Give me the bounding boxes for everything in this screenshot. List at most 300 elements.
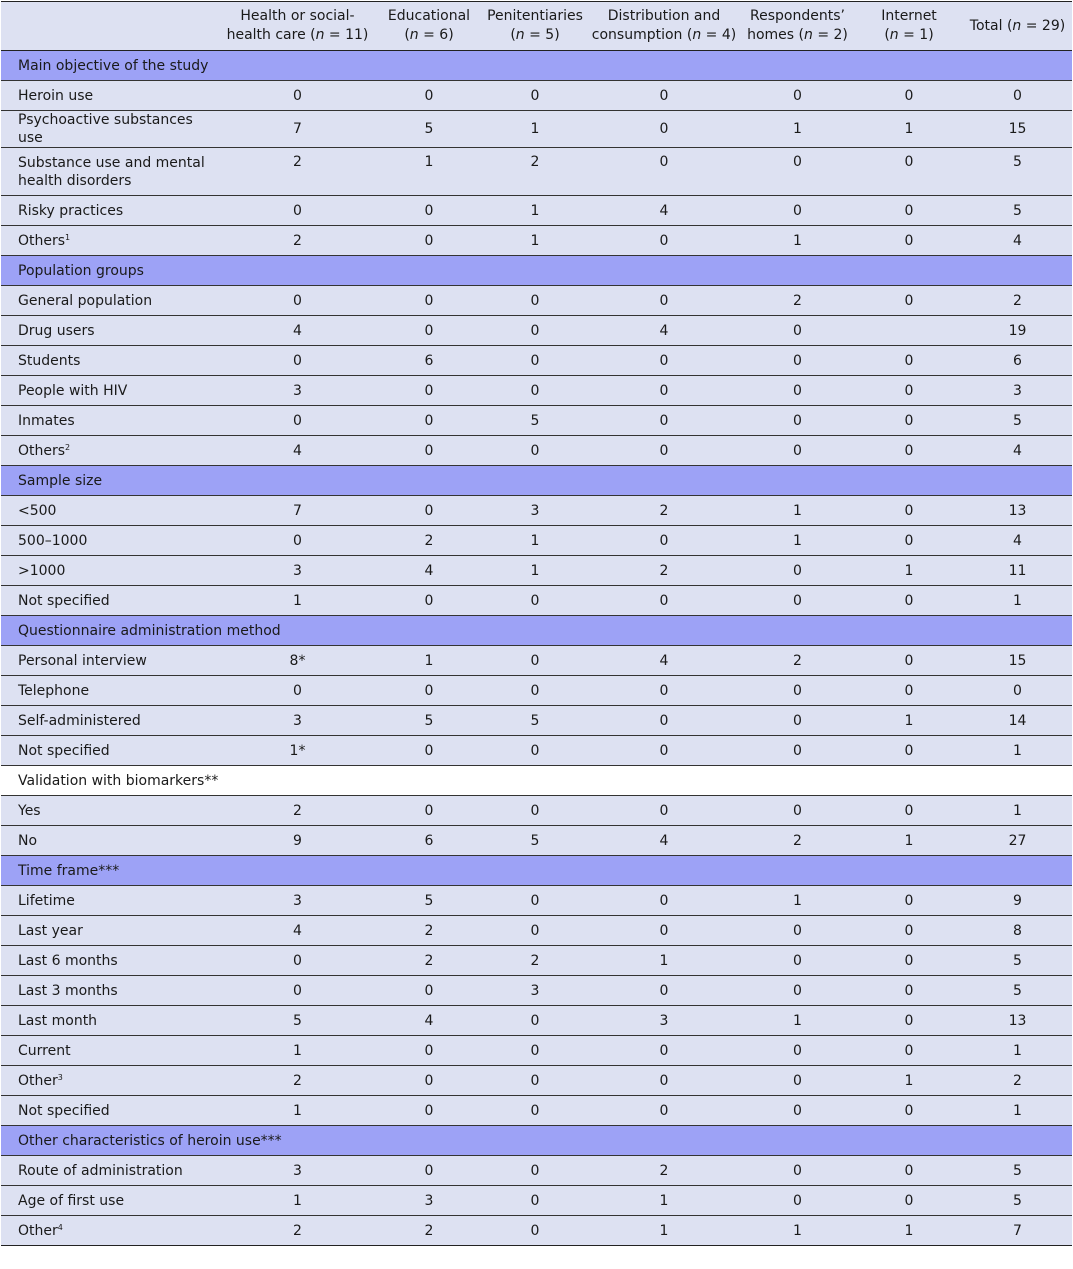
cell-health-care: 0 [293,292,302,309]
header-n: n [889,27,899,43]
cell-health-care: 1 [293,1192,302,1209]
row-label-text: Last 6 months [18,952,118,969]
row-label [1,346,219,376]
cell-health-care: 2 [293,802,302,819]
cell-health-care: 4 [293,922,302,939]
cell-respondents-homes: 1 [793,1222,802,1239]
cell-internet: 0 [904,382,914,399]
cell-educational: 6 [424,352,434,369]
cell-educational: 0 [424,802,434,819]
cell-health-care: 0 [293,532,302,549]
row-label-text: Current [18,1042,71,1059]
cell-total: 5 [1013,1162,1022,1179]
cell-distribution-consumption: 0 [659,1072,669,1089]
cell-educational: 0 [424,982,434,999]
cell-educational: 0 [424,1102,434,1119]
table-row [1,496,1072,526]
section-label: Sample size [18,472,103,489]
table-row [1,226,1072,256]
cell-distribution-consumption: 4 [659,832,669,849]
cell-health-care: 2 [293,1072,302,1089]
cell-internet: 1 [904,121,914,137]
cell-educational: 0 [424,382,434,399]
cell-respondents-homes: 0 [793,712,802,729]
row-label-text: People with HIV [18,382,128,399]
header-count: = 29) [1021,17,1066,34]
cell-internet: 0 [904,1192,914,1209]
cell-internet: 0 [904,742,914,759]
cell-total: 6 [1013,352,1022,369]
cell-health-care: 2 [293,154,302,170]
table-row [1,556,1072,586]
cell-internet: 1 [904,1072,914,1089]
row-label [1,376,219,406]
cell-penitentiaries: 0 [530,592,540,609]
table-row [1,586,1072,616]
row-label [1,148,219,196]
section-label: Population groups [18,262,144,279]
row-label [1,286,219,316]
cell-distribution-consumption: 0 [659,232,669,249]
row-label-text: Telephone [18,682,90,699]
row-label-text: Last month [18,1012,98,1029]
section-header-row [1,51,1072,81]
header-line: health care ( [226,27,316,43]
cell-health-care: 1 [293,1042,302,1059]
cell-total: 14 [1008,712,1027,729]
header-count: = 11) [324,27,369,43]
cell-distribution-consumption: 4 [659,202,669,219]
cell-distribution-consumption: 0 [659,154,669,170]
cell-total: 2 [1013,292,1022,309]
table-row [1,316,1072,346]
cell-total: 7 [1013,1222,1022,1239]
cell-distribution-consumption: 0 [659,1102,669,1119]
table-row [1,376,1072,406]
cell-health-care: 7 [293,502,302,519]
cell-penitentiaries: 0 [530,802,540,819]
cell-internet: 0 [904,652,914,669]
cell-distribution-consumption: 1 [659,1222,669,1239]
row-label [1,826,219,856]
cell-health-care: 0 [293,202,302,219]
cell-health-care: 3 [293,712,302,729]
cell-penitentiaries: 1 [530,232,540,249]
row-label-text: No [18,832,38,849]
cell-health-care: 8* [289,652,306,669]
cell-internet: 0 [904,682,914,699]
cell-total: 1 [1013,802,1022,819]
table-row [1,976,1072,1006]
row-label-text: Students [18,352,81,369]
cell-penitentiaries: 0 [530,922,540,939]
row-label [1,111,219,148]
cell-educational: 0 [424,202,434,219]
cell-health-care: 7 [293,121,302,137]
table-row [1,826,1072,856]
cell-total: 9 [1013,892,1022,909]
row-label-text: Self-administered [18,712,141,729]
cell-educational: 2 [424,922,434,939]
cell-educational: 2 [424,1222,434,1239]
cell-educational: 3 [424,1192,434,1209]
section-header-row [1,256,1072,286]
cell-respondents-homes: 0 [793,592,802,609]
column-header-blank [1,2,219,51]
cell-distribution-consumption: 0 [659,442,669,459]
cell-health-care: 3 [293,1162,302,1179]
row-label-line: Substance use and mental [18,154,205,171]
row-label-text: <500 [18,502,57,519]
cell-distribution-consumption: 0 [659,382,669,399]
cell-educational: 0 [424,1162,434,1179]
footnote-marker: 2 [65,442,71,452]
footnote-marker: 4 [57,1222,63,1232]
cell-educational: 0 [424,442,434,459]
row-label [1,406,219,436]
cell-distribution-consumption: 0 [659,682,669,699]
cell-respondents-homes: 1 [793,1012,802,1029]
header-line: Health or social- [240,8,355,24]
cell-health-care: 0 [293,952,302,969]
cell-respondents-homes: 2 [793,292,802,309]
row-label [1,586,219,616]
row-label [1,706,219,736]
column-header-penitentiaries [482,2,588,51]
section-header-row [1,466,1072,496]
table-row [1,886,1072,916]
cell-respondents-homes: 0 [793,952,802,969]
cell-respondents-homes: 0 [793,352,802,369]
cell-respondents-homes: 0 [793,1042,802,1059]
section-header-row [1,1126,1072,1156]
cell-internet: 0 [904,202,914,219]
cell-respondents-homes: 1 [793,232,802,249]
cell-health-care: 0 [293,87,302,104]
row-label-text: General population [18,292,153,309]
row-label [1,526,219,556]
header-count: = 6) [418,27,454,43]
cell-respondents-homes: 0 [793,202,802,219]
table-row [1,1096,1072,1126]
cell-health-care: 2 [293,232,302,249]
row-label-text: Yes [18,802,41,819]
row-label [1,676,219,706]
cell-distribution-consumption: 0 [659,292,669,309]
cell-respondents-homes: 0 [793,682,802,699]
table-row [1,406,1072,436]
cell-internet: 0 [904,352,914,369]
cell-total: 5 [1013,154,1022,170]
cell-penitentiaries: 1 [530,121,540,137]
cell-penitentiaries: 0 [530,652,540,669]
table-row [1,1006,1072,1036]
table-row [1,148,1072,196]
cell-internet: 0 [904,412,914,429]
table-row [1,436,1072,466]
cell-respondents-homes: 0 [793,982,802,999]
cell-total: 0 [1013,87,1022,104]
cell-penitentiaries: 0 [530,442,540,459]
cell-health-care: 0 [293,412,302,429]
cell-penitentiaries: 0 [530,1102,540,1119]
cell-penitentiaries: 0 [530,682,540,699]
cell-health-care: 4 [293,442,302,459]
cell-respondents-homes: 0 [793,922,802,939]
cell-internet: 0 [904,1102,914,1119]
header-line: ( [884,27,890,43]
header-line: Educational [387,8,471,24]
cell-distribution-consumption: 3 [659,1012,669,1029]
cell-respondents-homes: 0 [793,1072,802,1089]
cell-internet: 1 [904,562,914,579]
cell-total: 4 [1013,232,1022,249]
cell-penitentiaries: 3 [530,982,540,999]
cell-educational: 0 [424,1042,434,1059]
cell-internet: 0 [904,922,914,939]
cell-distribution-consumption: 0 [659,1042,669,1059]
section-label: Time frame*** [18,862,120,879]
header-count: = 2) [812,27,848,43]
cell-distribution-consumption: 4 [659,322,669,339]
cell-educational: 5 [424,712,434,729]
cell-total: 8 [1013,922,1022,939]
table-row [1,646,1072,676]
cell-educational: 0 [424,292,434,309]
cell-respondents-homes: 1 [793,502,802,519]
cell-internet: 0 [904,592,914,609]
row-label [1,946,219,976]
table-row [1,286,1072,316]
row-label-text: Other [18,1222,58,1239]
header-n: n [1012,17,1022,34]
row-label-text: Personal interview [18,652,147,669]
cell-internet: 0 [904,982,914,999]
header-count: = 1) [898,27,934,43]
header-count: = 4) [701,27,737,43]
cell-health-care: 0 [293,682,302,699]
cell-total: 1 [1013,1102,1022,1119]
cell-penitentiaries: 2 [530,952,540,969]
table-body [1,51,1072,1246]
cell-respondents-homes: 2 [793,652,802,669]
cell-penitentiaries: 2 [530,154,540,170]
table-row [1,111,1072,148]
cell-health-care: 0 [293,982,302,999]
row-label-text: Other [18,1072,58,1089]
cell-respondents-homes: 1 [793,121,802,137]
row-label-text: >1000 [18,562,66,579]
cell-penitentiaries: 3 [530,502,540,519]
cell-total: 1 [1013,1042,1022,1059]
cell-educational: 2 [424,952,434,969]
cell-respondents-homes: 0 [793,562,802,579]
cell-educational: 0 [424,592,434,609]
table-row [1,796,1072,826]
cell-total: 13 [1008,1012,1027,1029]
row-label [1,736,219,766]
cell-respondents-homes: 0 [793,442,802,459]
cell-internet: 0 [904,87,914,104]
header-n: n [315,27,325,43]
cell-distribution-consumption: 2 [659,1162,669,1179]
column-header-educational [376,2,482,51]
row-label [1,976,219,1006]
cell-internet: 0 [904,154,914,170]
cell-penitentiaries: 5 [530,412,540,429]
table-row [1,1186,1072,1216]
section-header-row [1,616,1072,646]
section-label: Other characteristics of heroin use*** [18,1132,282,1149]
column-header-internet [855,2,963,51]
header-n: n [515,27,525,43]
cell-internet: 0 [904,1042,914,1059]
table-row [1,946,1072,976]
header-line: Internet [881,8,937,24]
table-row [1,736,1072,766]
cell-respondents-homes: 1 [793,532,802,549]
row-label [1,196,219,226]
cell-penitentiaries: 1 [530,202,540,219]
cell-respondents-homes: 0 [793,742,802,759]
row-label [1,796,219,826]
cell-total: 19 [1008,322,1027,339]
cell-total: 11 [1008,562,1027,579]
row-label [1,1186,219,1216]
cell-respondents-homes: 0 [793,412,802,429]
cell-total: 1 [1013,742,1022,759]
cell-educational: 0 [424,322,434,339]
row-label [1,436,219,466]
table-row [1,1036,1072,1066]
cell-educational: 0 [424,412,434,429]
header-n: n [804,27,813,43]
cell-respondents-homes: 1 [793,892,802,909]
cell-total: 13 [1008,502,1027,519]
cell-health-care: 2 [293,1222,302,1239]
row-label [1,916,219,946]
cell-distribution-consumption: 1 [659,1192,669,1209]
cell-total: 27 [1008,832,1027,849]
cell-penitentiaries: 0 [530,1192,540,1209]
cell-penitentiaries: 0 [530,352,540,369]
row-label-text: Psychoactive substances use [18,112,193,146]
cell-penitentiaries: 0 [530,1222,540,1239]
cell-educational: 0 [424,502,434,519]
cell-penitentiaries: 0 [530,1012,540,1029]
cell-distribution-consumption: 0 [659,352,669,369]
cell-penitentiaries: 0 [530,292,540,309]
section-header-row [1,856,1072,886]
header-line: ( [404,27,410,43]
row-label [1,1006,219,1036]
row-label [1,316,219,346]
cell-distribution-consumption: 4 [659,652,669,669]
row-label-text: Others [18,442,66,459]
cell-health-care: 1 [293,592,302,609]
cell-penitentiaries: 5 [530,712,540,729]
row-label [1,1156,219,1186]
cell-distribution-consumption: 0 [659,922,669,939]
row-label [1,1066,219,1096]
cell-distribution-consumption: 0 [659,742,669,759]
column-header-health-care [219,2,376,51]
cell-educational: 5 [424,892,434,909]
cell-distribution-consumption: 0 [659,532,669,549]
cell-respondents-homes: 0 [793,154,802,170]
row-label [1,496,219,526]
cell-educational: 1 [424,154,434,170]
cell-total: 5 [1013,202,1022,219]
cell-health-care: 4 [293,322,302,339]
cell-educational: 4 [424,562,434,579]
cell-internet: 0 [904,802,914,819]
table-row [1,676,1072,706]
cell-health-care: 5 [293,1012,302,1029]
cell-distribution-consumption: 0 [659,592,669,609]
cell-total: 15 [1008,652,1027,669]
cell-distribution-consumption: 0 [659,712,669,729]
header-line: homes ( [747,27,805,43]
table-row [1,1156,1072,1186]
row-label-text: Age of first use [18,1192,125,1209]
row-label [1,226,219,256]
row-label-text: Not specified [18,592,110,609]
row-label-text: Inmates [18,412,75,429]
cell-educational: 4 [424,1012,434,1029]
cell-total: 5 [1013,412,1022,429]
cell-internet: 1 [904,832,914,849]
cell-educational: 0 [424,232,434,249]
cell-penitentiaries: 0 [530,322,540,339]
cell-internet: 0 [904,1162,914,1179]
cell-educational: 1 [424,652,434,669]
table-row [1,526,1072,556]
cell-distribution-consumption: 2 [659,562,669,579]
header-n: n [692,27,702,43]
cell-distribution-consumption: 0 [659,87,669,104]
cell-internet: 0 [904,532,914,549]
cell-respondents-homes: 0 [793,1192,802,1209]
cell-distribution-consumption: 0 [659,892,669,909]
header-line: Respondents’ [750,8,845,24]
cell-health-care: 3 [293,562,302,579]
row-label-text: Drug users [18,322,95,339]
row-label-text: 500–1000 [18,532,88,549]
header-count: = 5) [524,27,560,43]
row-label [1,1216,219,1246]
table-row [1,196,1072,226]
cell-health-care: 3 [293,382,302,399]
header-line: Total ( [969,17,1013,34]
cell-distribution-consumption: 0 [659,982,669,999]
cell-penitentiaries: 0 [530,1162,540,1179]
footnote-marker: 3 [57,1072,63,1082]
table-row [1,1216,1072,1246]
cell-total: 3 [1013,382,1022,399]
section-label: Main objective of the study [18,57,209,74]
cell-internet [855,316,963,346]
cell-penitentiaries: 0 [530,742,540,759]
column-header-distribution-consumption [588,2,740,51]
table-row [1,1066,1072,1096]
row-label-text: Heroin use [18,87,94,104]
cell-penitentiaries: 0 [530,892,540,909]
cell-total: 1 [1013,592,1022,609]
cell-distribution-consumption: 1 [659,952,669,969]
subsection-header-row [1,766,1072,796]
header-line: consumption ( [591,27,693,43]
